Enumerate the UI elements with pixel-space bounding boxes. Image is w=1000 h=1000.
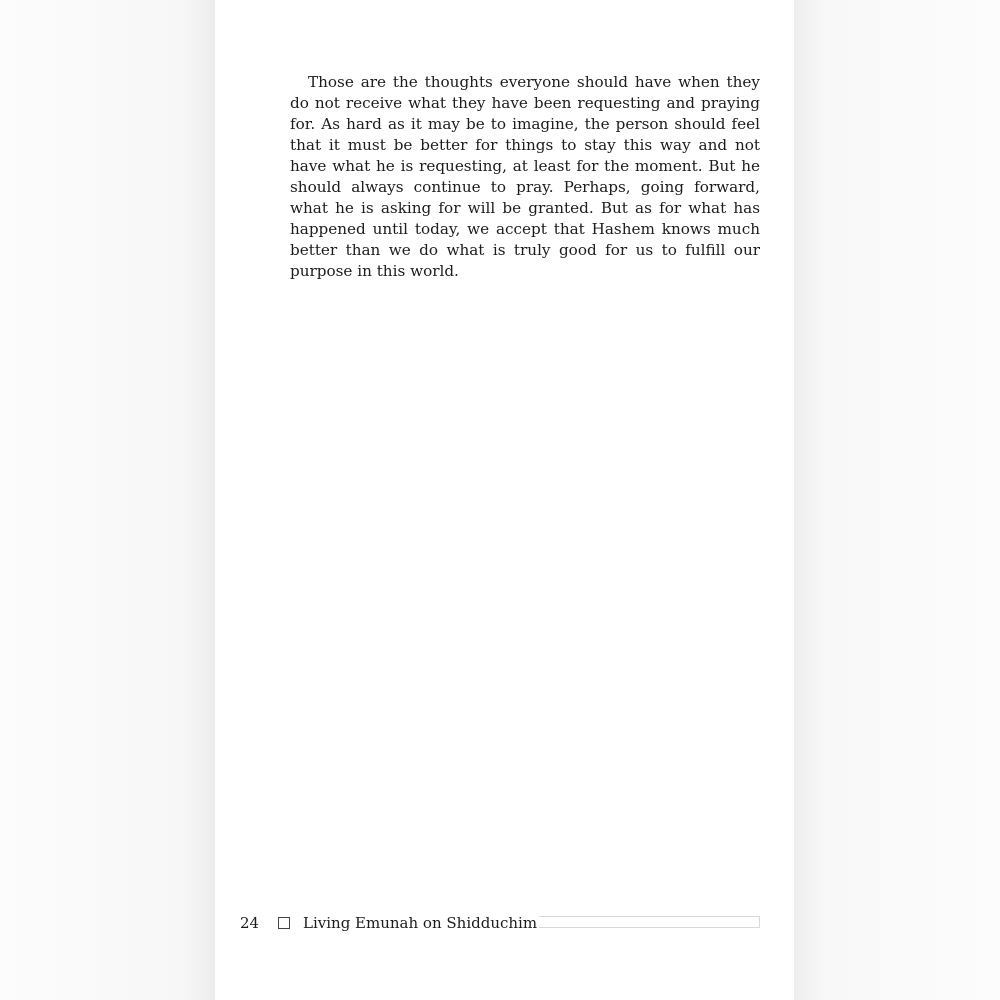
book-page <box>215 0 794 1000</box>
body-paragraph: Those are the thoughts everyone should have when they do not receive what they have been requesting and praying for. As hard as it may be to imagine, the person should feel that it must be better for things to stay this way and not have what he is requesting, at least for the moment. But he should always continue to pray. Perhaps, going forward, what he is asking for will be granted. But as for what has happened until today, we accept that Hashem knows much better than we do what is truly good for us to fulfill our purpose in this world. <box>290 73 760 280</box>
separator-box-icon <box>278 917 290 929</box>
left-margin-shadow <box>0 0 215 1000</box>
page-number: 24 <box>240 914 260 932</box>
page-footer <box>240 913 760 933</box>
right-margin-shadow <box>794 0 1000 1000</box>
running-title: Living Emunah on Shidduchim <box>303 914 538 932</box>
footer-rule <box>525 916 760 928</box>
